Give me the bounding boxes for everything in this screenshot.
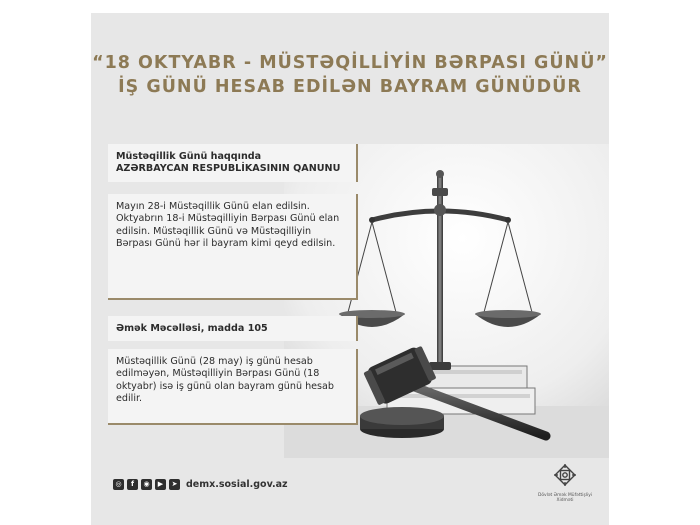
telegram-icon[interactable]: ➤: [169, 479, 180, 490]
law-text: Mayın 28-i Müstəqillik Günü elan edilsin. Oktyabrın 18-i Müstəqilliyin Bərpası Günü elan edilsin. Müstəqillik Günü və Müstəqilliyin Bərpası Günü hər il bayram kimi qeyd edilsin.: [116, 201, 340, 250]
website-link[interactable]: demx.sosial.gov.az: [186, 479, 288, 490]
law-heading-box: [108, 144, 358, 182]
law-heading: [116, 151, 348, 176]
law-heading-text: Müstəqillik Günü haqqında: [116, 151, 262, 162]
code-text: Müstəqillik Günü (28 may) iş günü hesab edilməyən, Müstəqilliyin Bərpası Günü (18 oktyabr) isə iş günü olan bayram günü hesab edilir.: [116, 356, 335, 405]
youtube-icon[interactable]: ▶: [155, 479, 166, 490]
page-title: [91, 51, 609, 99]
code-heading-box: [108, 316, 358, 341]
code-text-box: [108, 349, 358, 425]
code-heading: Əmək Məcəlləsi, madda 105: [116, 323, 268, 334]
law-subheading: AZƏRBAYCAN RESPUBLİKASININ QANUNU: [116, 163, 341, 175]
logo-text: Dövlət Əmək Müfəttişliyi Xidməti: [537, 493, 593, 503]
whatsapp-icon[interactable]: ◎: [113, 479, 124, 490]
agency-logo: [532, 462, 598, 503]
law-text-box: [108, 194, 358, 300]
title-line-1: “18 OKTYABR - MÜSTƏQİLLİYİN BƏRPASI GÜNÜ”: [92, 53, 608, 73]
title-line-2: İŞ GÜNÜ HESAB EDİLƏN BAYRAM GÜNÜDÜR: [118, 77, 582, 97]
instagram-icon[interactable]: ◉: [141, 479, 152, 490]
footer-social-bar: [113, 479, 288, 490]
facebook-icon[interactable]: f: [127, 479, 138, 490]
emblem-icon: [552, 462, 578, 488]
infographic-card: [91, 13, 609, 525]
